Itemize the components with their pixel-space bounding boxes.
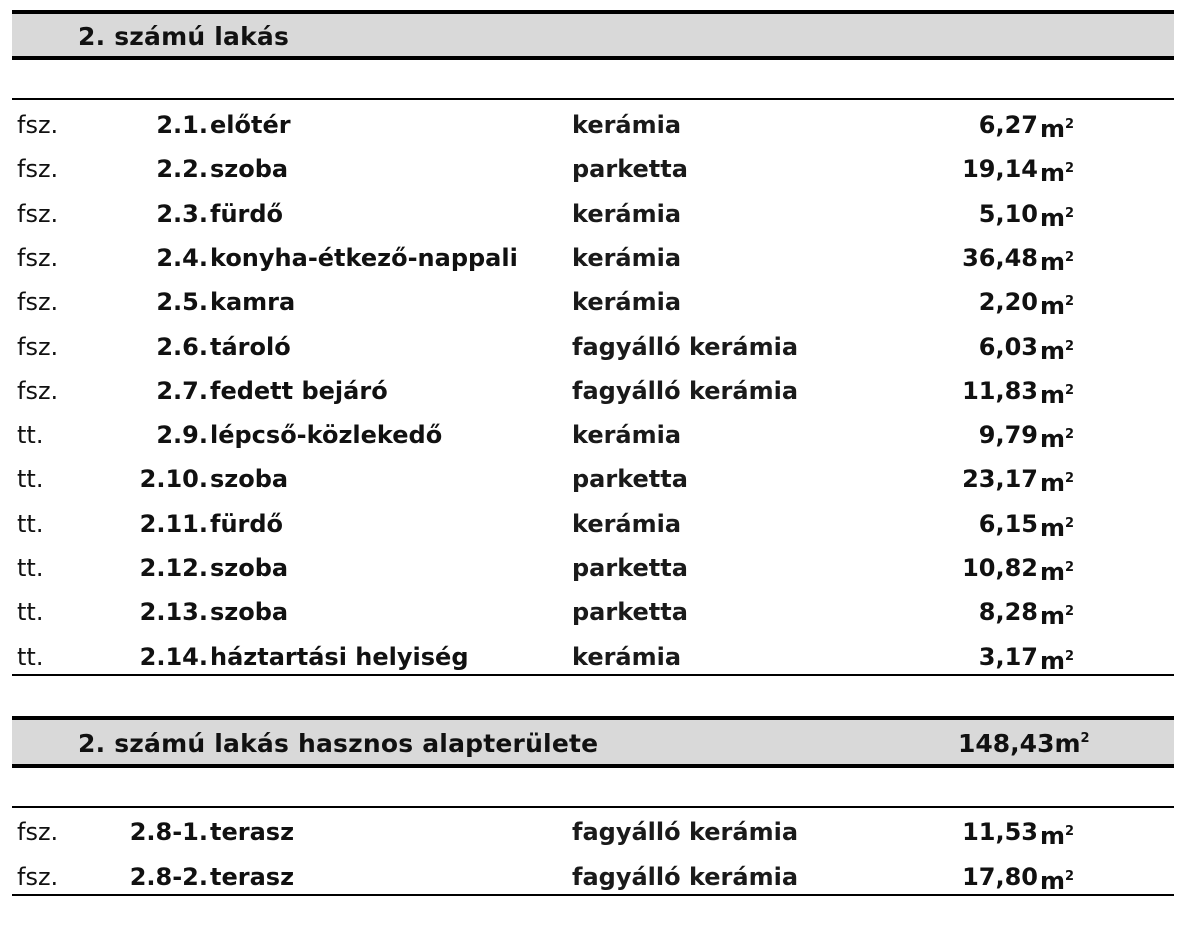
room-name: lépcső-közlekedő	[210, 421, 443, 450]
area-unit: $m^2$	[1040, 203, 1075, 232]
room-number: 2.14.	[139, 642, 208, 671]
room-name: szoba	[210, 465, 289, 494]
room-number: 2.4.	[156, 243, 208, 272]
room-name: tároló	[210, 332, 291, 361]
room-level: fsz.	[17, 332, 59, 361]
room-level: tt.	[17, 598, 44, 627]
room-area: 10,82	[962, 554, 1038, 582]
room-name: kamra	[210, 288, 296, 317]
room-area: 11,53	[962, 818, 1038, 846]
room-area: 23,17	[962, 465, 1038, 494]
room-row	[12, 147, 1174, 191]
room-name: terasz	[210, 862, 295, 891]
room-level: fsz.	[17, 199, 59, 228]
area-unit: $m^2$	[1040, 159, 1075, 188]
room-level: fsz.	[17, 288, 59, 317]
floor-material: kerámia	[572, 199, 682, 228]
room-number: 2.1.	[156, 111, 208, 139]
room-level: fsz.	[17, 376, 59, 405]
summary-area-value: 148,43	[958, 729, 1055, 758]
area-unit: $m^2$	[1040, 380, 1075, 409]
room-number: 2.13.	[139, 598, 208, 627]
room-number: 2.8-2.	[129, 862, 208, 891]
floor-material: kerámia	[572, 642, 682, 671]
room-number: 2.10.	[139, 465, 208, 494]
terrace-row	[12, 855, 1174, 899]
room-level: fsz.	[17, 155, 59, 184]
room-name: fedett bejáró	[210, 376, 388, 405]
room-name: szoba	[210, 598, 289, 627]
room-area: 2,20	[978, 288, 1038, 317]
area-unit: $m^2$	[1040, 558, 1075, 586]
room-number: 2.2.	[156, 155, 208, 184]
room-name: szoba	[210, 155, 289, 184]
room-row	[12, 103, 1174, 147]
area-unit: $m^2$	[1040, 646, 1075, 675]
floor-material: kerámia	[572, 421, 682, 450]
area-unit: $m^2$	[1040, 602, 1075, 631]
room-number: 2.7.	[156, 376, 208, 405]
room-area: 3,17	[978, 642, 1038, 671]
room-area: 19,14	[962, 155, 1038, 184]
room-name: előtér	[210, 111, 291, 139]
room-level: fsz.	[17, 862, 59, 891]
room-row	[12, 369, 1174, 413]
summary-area-unit: $m^2$	[1054, 729, 1090, 758]
room-level: tt.	[17, 509, 44, 538]
room-row	[12, 457, 1174, 501]
floor-material: fagyálló kerámia	[572, 376, 799, 405]
room-name: fürdő	[210, 199, 284, 228]
floor-material: kerámia	[572, 509, 682, 538]
area-unit: $m^2$	[1040, 336, 1075, 365]
room-area: 36,48	[962, 243, 1038, 272]
room-number: 2.5.	[156, 288, 208, 317]
room-row	[12, 280, 1174, 324]
floor-material: fagyálló kerámia	[572, 332, 799, 361]
room-area: 5,10	[978, 199, 1038, 228]
room-level: fsz.	[17, 818, 59, 846]
room-area: 6,15	[978, 509, 1038, 538]
room-row	[12, 590, 1174, 634]
summary-area	[958, 729, 1090, 758]
room-level: fsz.	[17, 111, 59, 139]
room-name: terasz	[210, 818, 295, 846]
summary-band	[12, 716, 1174, 768]
area-unit: $m^2$	[1040, 425, 1075, 454]
room-row	[12, 502, 1174, 546]
area-unit: $m^2$	[1040, 822, 1075, 850]
room-row	[12, 546, 1174, 590]
room-level: tt.	[17, 642, 44, 671]
room-area: 8,28	[978, 598, 1038, 627]
room-area: 11,83	[962, 376, 1038, 405]
room-level: tt.	[17, 421, 44, 450]
room-number: 2.12.	[139, 554, 208, 582]
summary-label: 2. számú lakás hasznos alapterülete	[78, 729, 599, 758]
room-area: 6,03	[978, 332, 1038, 361]
area-unit: $m^2$	[1040, 115, 1075, 143]
floor-material: parketta	[572, 554, 688, 582]
terrace-bottom-rule	[12, 894, 1174, 896]
room-number: 2.3.	[156, 199, 208, 228]
room-name: szoba	[210, 554, 289, 582]
area-unit: $m^2$	[1040, 866, 1075, 895]
floor-material: parketta	[572, 465, 688, 494]
room-level: tt.	[17, 554, 44, 582]
room-level: tt.	[17, 465, 44, 494]
room-row	[12, 192, 1174, 236]
area-unit: $m^2$	[1040, 247, 1075, 276]
terrace-top-rule	[12, 806, 1174, 808]
floor-material: fagyálló kerámia	[572, 818, 799, 846]
room-number: 2.9.	[156, 421, 208, 450]
apartment-header-band	[12, 10, 1174, 60]
room-row	[12, 236, 1174, 280]
room-name: fürdő	[210, 509, 284, 538]
room-row	[12, 413, 1174, 457]
area-unit: $m^2$	[1040, 513, 1075, 542]
room-number: 2.11.	[139, 509, 208, 538]
room-name: háztartási helyiség	[210, 642, 469, 671]
table-bottom-rule	[12, 674, 1174, 676]
room-row	[12, 325, 1174, 369]
room-name: konyha-étkező-nappali	[210, 243, 518, 272]
terrace-row	[12, 810, 1174, 854]
floor-material: kerámia	[572, 111, 682, 139]
floor-material: parketta	[572, 155, 688, 184]
area-unit: $m^2$	[1040, 292, 1075, 321]
floor-material: parketta	[572, 598, 688, 627]
room-area: 6,27	[978, 111, 1038, 139]
room-level: fsz.	[17, 243, 59, 272]
room-number: 2.8-1.	[129, 818, 208, 846]
table-top-rule	[12, 98, 1174, 100]
floor-material: fagyálló kerámia	[572, 862, 799, 891]
room-area: 9,79	[978, 421, 1038, 450]
area-unit: $m^2$	[1040, 469, 1075, 498]
room-number: 2.6.	[156, 332, 208, 361]
room-row	[12, 635, 1174, 679]
floor-material: kerámia	[572, 288, 682, 317]
apartment-title: 2. számú lakás	[78, 22, 290, 51]
room-area: 17,80	[962, 862, 1038, 891]
floor-material: kerámia	[572, 243, 682, 272]
